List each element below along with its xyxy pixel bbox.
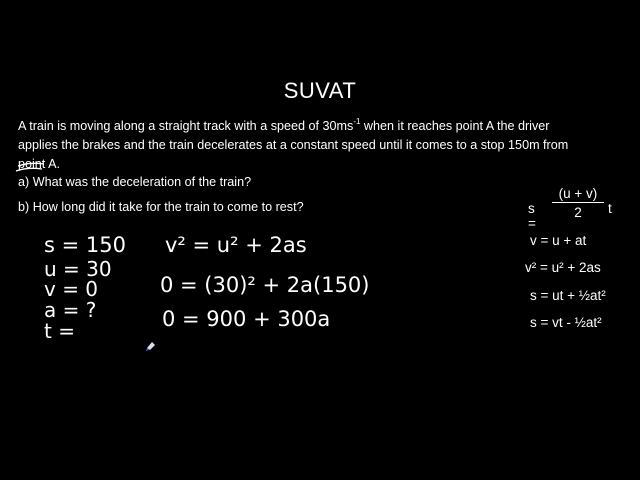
formula-4: s = ut + ½at² [530, 288, 606, 303]
page-title: SUVAT [283, 78, 357, 103]
formula-1-lhs: s = [528, 201, 536, 231]
known-u: u = 30 [44, 257, 112, 281]
known-t: t = [44, 319, 75, 343]
question-a: a) What was the deceleration of the train? [18, 175, 252, 189]
known-a: a = ? [44, 298, 97, 322]
working-eq-2: 0 = (30)² + 2a(150) [160, 273, 370, 297]
unit-superscript: -1 [353, 117, 361, 126]
working-eq-1: v² = u² + 2as [165, 233, 307, 257]
pen-cursor-icon [146, 342, 155, 351]
formula-5: s = vt - ½at² [530, 315, 602, 330]
formula-2: v = u + at [530, 233, 587, 248]
question-b: b) How long did it take for the train to come to rest? [18, 200, 304, 214]
formula-1-denominator: 2 [574, 205, 582, 220]
known-v: v = 0 [44, 277, 99, 301]
working-eq-3: 0 = 900 + 300a [162, 307, 331, 331]
problem-part1: A train is moving along a straight track with a speed of 30ms [18, 119, 354, 134]
stop-underline-1 [18, 163, 44, 166]
formula-1-rhs: t [608, 201, 612, 216]
stop-underline-2 [16, 168, 42, 171]
known-s: s = 150 [44, 233, 126, 257]
formula-1-numerator: (u + v) [558, 186, 598, 201]
problem-part2: when it reaches point A the driver applies the brakes and the train decelerates at a constant speed until it comes to a stop 150m from point A. [18, 119, 569, 172]
formula-3: v² = u² + 2as [525, 260, 601, 275]
